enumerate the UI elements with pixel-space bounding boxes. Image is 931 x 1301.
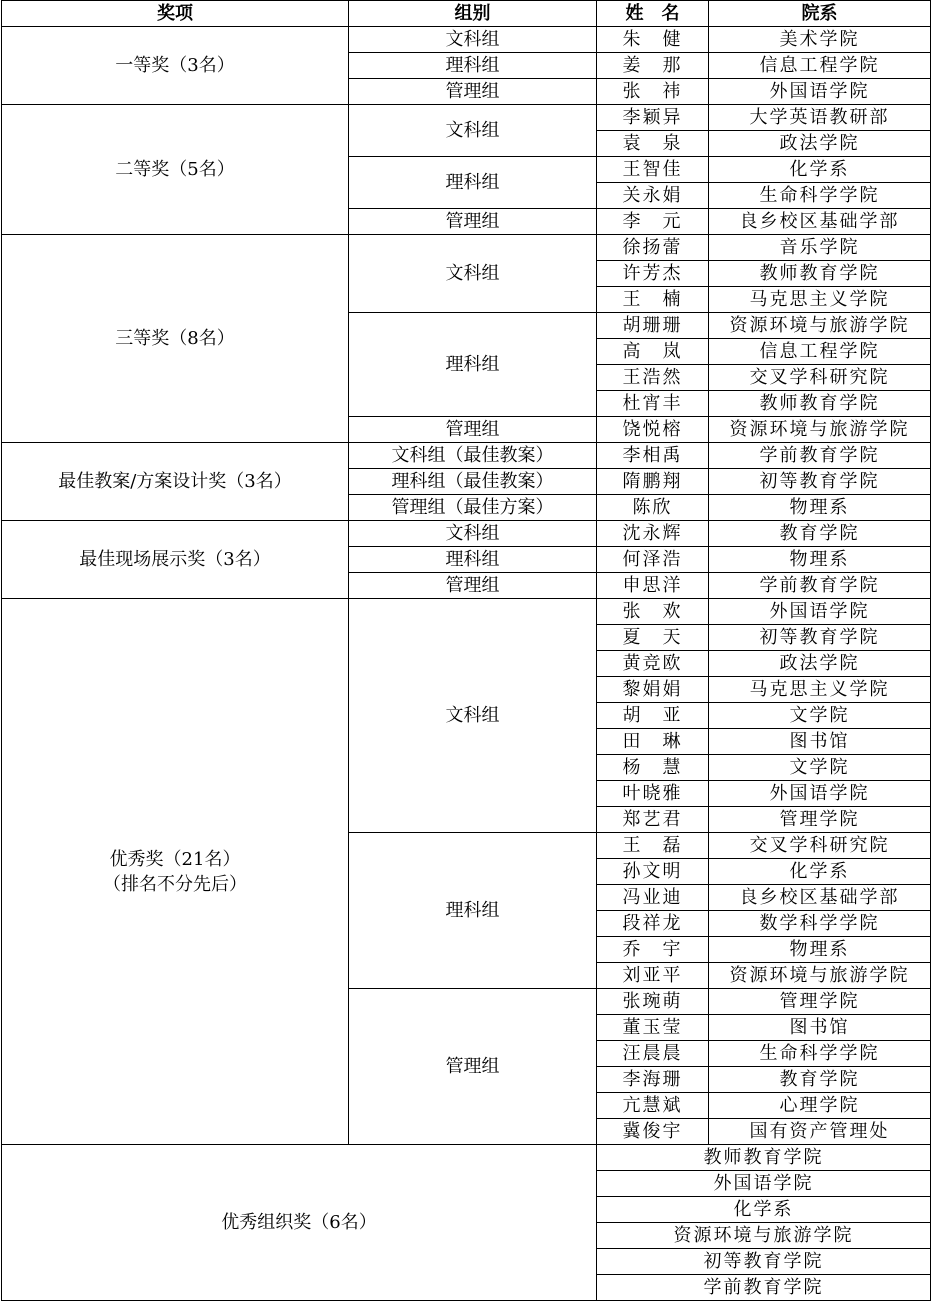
name-cell: 袁 泉	[597, 131, 709, 157]
award-excellent-line1: 优秀奖（21名）	[109, 848, 241, 870]
award-excellent	[2, 599, 349, 1145]
awards-table	[1, 0, 931, 1301]
name-cell: 张 祎	[597, 79, 709, 105]
dept-cell: 马克思主义学院	[709, 287, 931, 313]
name-cell: 申思洋	[597, 573, 709, 599]
org-dept-cell: 教师教育学院	[597, 1145, 931, 1171]
name-cell: 胡 亚	[597, 703, 709, 729]
award-third: 三等奖（8名）	[2, 235, 349, 443]
dept-cell: 外国语学院	[709, 781, 931, 807]
dept-cell: 教育学院	[709, 1067, 931, 1093]
dept-cell: 美术学院	[709, 27, 931, 53]
name-cell: 李海珊	[597, 1067, 709, 1093]
dept-cell: 良乡校区基础学部	[709, 209, 931, 235]
award-second: 二等奖（5名）	[2, 105, 349, 235]
name-cell: 王浩然	[597, 365, 709, 391]
dept-cell: 管理学院	[709, 807, 931, 833]
dept-cell: 政法学院	[709, 131, 931, 157]
dept-cell: 信息工程学院	[709, 53, 931, 79]
name-cell: 张 欢	[597, 599, 709, 625]
table-row	[2, 521, 931, 547]
name-cell: 朱 健	[597, 27, 709, 53]
dept-cell: 外国语学院	[709, 599, 931, 625]
name-cell: 姜 那	[597, 53, 709, 79]
name-cell: 高 岚	[597, 339, 709, 365]
org-dept-cell: 化学系	[597, 1197, 931, 1223]
header-name: 姓 名	[597, 1, 709, 27]
name-cell: 饶悦榕	[597, 417, 709, 443]
header-award: 奖项	[2, 1, 349, 27]
group-cell: 文科组	[349, 27, 597, 53]
header-dept: 院系	[709, 1, 931, 27]
dept-cell: 物理系	[709, 547, 931, 573]
name-cell: 刘亚平	[597, 963, 709, 989]
dept-cell: 生命科学学院	[709, 1041, 931, 1067]
name-cell: 段祥龙	[597, 911, 709, 937]
name-cell: 李颖异	[597, 105, 709, 131]
award-excellent-line2: （排名不分先后）	[103, 873, 247, 895]
name-cell: 冯业迪	[597, 885, 709, 911]
dept-cell: 物理系	[709, 937, 931, 963]
group-cell: 管理组	[349, 79, 597, 105]
dept-cell: 心理学院	[709, 1093, 931, 1119]
name-cell: 黄竞欧	[597, 651, 709, 677]
table-row	[2, 105, 931, 131]
award-first: 一等奖（3名）	[2, 27, 349, 105]
dept-cell: 化学系	[709, 157, 931, 183]
group-cell: 文科组（最佳教案）	[349, 443, 597, 469]
dept-cell: 政法学院	[709, 651, 931, 677]
dept-cell: 交叉学科研究院	[709, 365, 931, 391]
dept-cell: 外国语学院	[709, 79, 931, 105]
name-cell: 张琬萌	[597, 989, 709, 1015]
name-cell: 隋鹏翔	[597, 469, 709, 495]
dept-cell: 教师教育学院	[709, 391, 931, 417]
dept-cell: 音乐学院	[709, 235, 931, 261]
name-cell: 李 元	[597, 209, 709, 235]
group-cell: 理科组	[349, 833, 597, 989]
name-cell: 胡珊珊	[597, 313, 709, 339]
org-dept-cell: 学前教育学院	[597, 1275, 931, 1301]
header-row	[2, 1, 931, 27]
name-cell: 王 楠	[597, 287, 709, 313]
dept-cell: 图书馆	[709, 729, 931, 755]
award-best-plan: 最佳教案/方案设计奖（3名）	[2, 443, 349, 521]
table-row	[2, 1145, 931, 1171]
dept-cell: 管理学院	[709, 989, 931, 1015]
org-dept-cell: 初等教育学院	[597, 1249, 931, 1275]
dept-cell: 生命科学学院	[709, 183, 931, 209]
name-cell: 王智佳	[597, 157, 709, 183]
dept-cell: 信息工程学院	[709, 339, 931, 365]
name-cell: 冀俊宇	[597, 1119, 709, 1145]
group-cell: 管理组	[349, 209, 597, 235]
dept-cell: 初等教育学院	[709, 625, 931, 651]
dept-cell: 马克思主义学院	[709, 677, 931, 703]
award-org: 优秀组织奖（6名）	[2, 1145, 597, 1301]
name-cell: 杜宵丰	[597, 391, 709, 417]
group-cell: 理科组	[349, 157, 597, 209]
group-cell: 管理组	[349, 417, 597, 443]
dept-cell: 资源环境与旅游学院	[709, 963, 931, 989]
dept-cell: 良乡校区基础学部	[709, 885, 931, 911]
group-cell: 文科组	[349, 521, 597, 547]
name-cell: 董玉莹	[597, 1015, 709, 1041]
name-cell: 夏 天	[597, 625, 709, 651]
group-cell: 理科组	[349, 53, 597, 79]
dept-cell: 物理系	[709, 495, 931, 521]
name-cell: 孙文明	[597, 859, 709, 885]
dept-cell: 交叉学科研究院	[709, 833, 931, 859]
name-cell: 王 磊	[597, 833, 709, 859]
header-group: 组别	[349, 1, 597, 27]
group-cell: 管理组	[349, 989, 597, 1145]
dept-cell: 图书馆	[709, 1015, 931, 1041]
name-cell: 乔 宇	[597, 937, 709, 963]
table-row	[2, 27, 931, 53]
dept-cell: 教育学院	[709, 521, 931, 547]
dept-cell: 学前教育学院	[709, 443, 931, 469]
name-cell: 沈永辉	[597, 521, 709, 547]
name-cell: 田 琳	[597, 729, 709, 755]
group-cell: 文科组	[349, 599, 597, 833]
org-dept-cell: 外国语学院	[597, 1171, 931, 1197]
dept-cell: 初等教育学院	[709, 469, 931, 495]
dept-cell: 资源环境与旅游学院	[709, 417, 931, 443]
name-cell: 叶晓雅	[597, 781, 709, 807]
table-row	[2, 599, 931, 625]
name-cell: 杨 慧	[597, 755, 709, 781]
dept-cell: 国有资产管理处	[709, 1119, 931, 1145]
dept-cell: 教师教育学院	[709, 261, 931, 287]
name-cell: 许芳杰	[597, 261, 709, 287]
group-cell: 理科组	[349, 547, 597, 573]
name-cell: 黎娟娟	[597, 677, 709, 703]
name-cell: 亢慧斌	[597, 1093, 709, 1119]
group-cell: 管理组	[349, 573, 597, 599]
name-cell: 徐扬蕾	[597, 235, 709, 261]
group-cell: 文科组	[349, 235, 597, 313]
dept-cell: 大学英语教研部	[709, 105, 931, 131]
dept-cell: 数学科学学院	[709, 911, 931, 937]
name-cell: 陈欣	[597, 495, 709, 521]
org-dept-cell: 资源环境与旅游学院	[597, 1223, 931, 1249]
name-cell: 郑艺君	[597, 807, 709, 833]
name-cell: 李相禹	[597, 443, 709, 469]
dept-cell: 文学院	[709, 755, 931, 781]
name-cell: 关永娟	[597, 183, 709, 209]
dept-cell: 文学院	[709, 703, 931, 729]
dept-cell: 学前教育学院	[709, 573, 931, 599]
group-cell: 管理组（最佳方案）	[349, 495, 597, 521]
table-row	[2, 235, 931, 261]
group-cell: 文科组	[349, 105, 597, 157]
group-cell: 理科组（最佳教案）	[349, 469, 597, 495]
dept-cell: 资源环境与旅游学院	[709, 313, 931, 339]
table-row	[2, 443, 931, 469]
name-cell: 何泽浩	[597, 547, 709, 573]
group-cell: 理科组	[349, 313, 597, 417]
dept-cell: 化学系	[709, 859, 931, 885]
award-best-show: 最佳现场展示奖（3名）	[2, 521, 349, 599]
name-cell: 汪晨晨	[597, 1041, 709, 1067]
